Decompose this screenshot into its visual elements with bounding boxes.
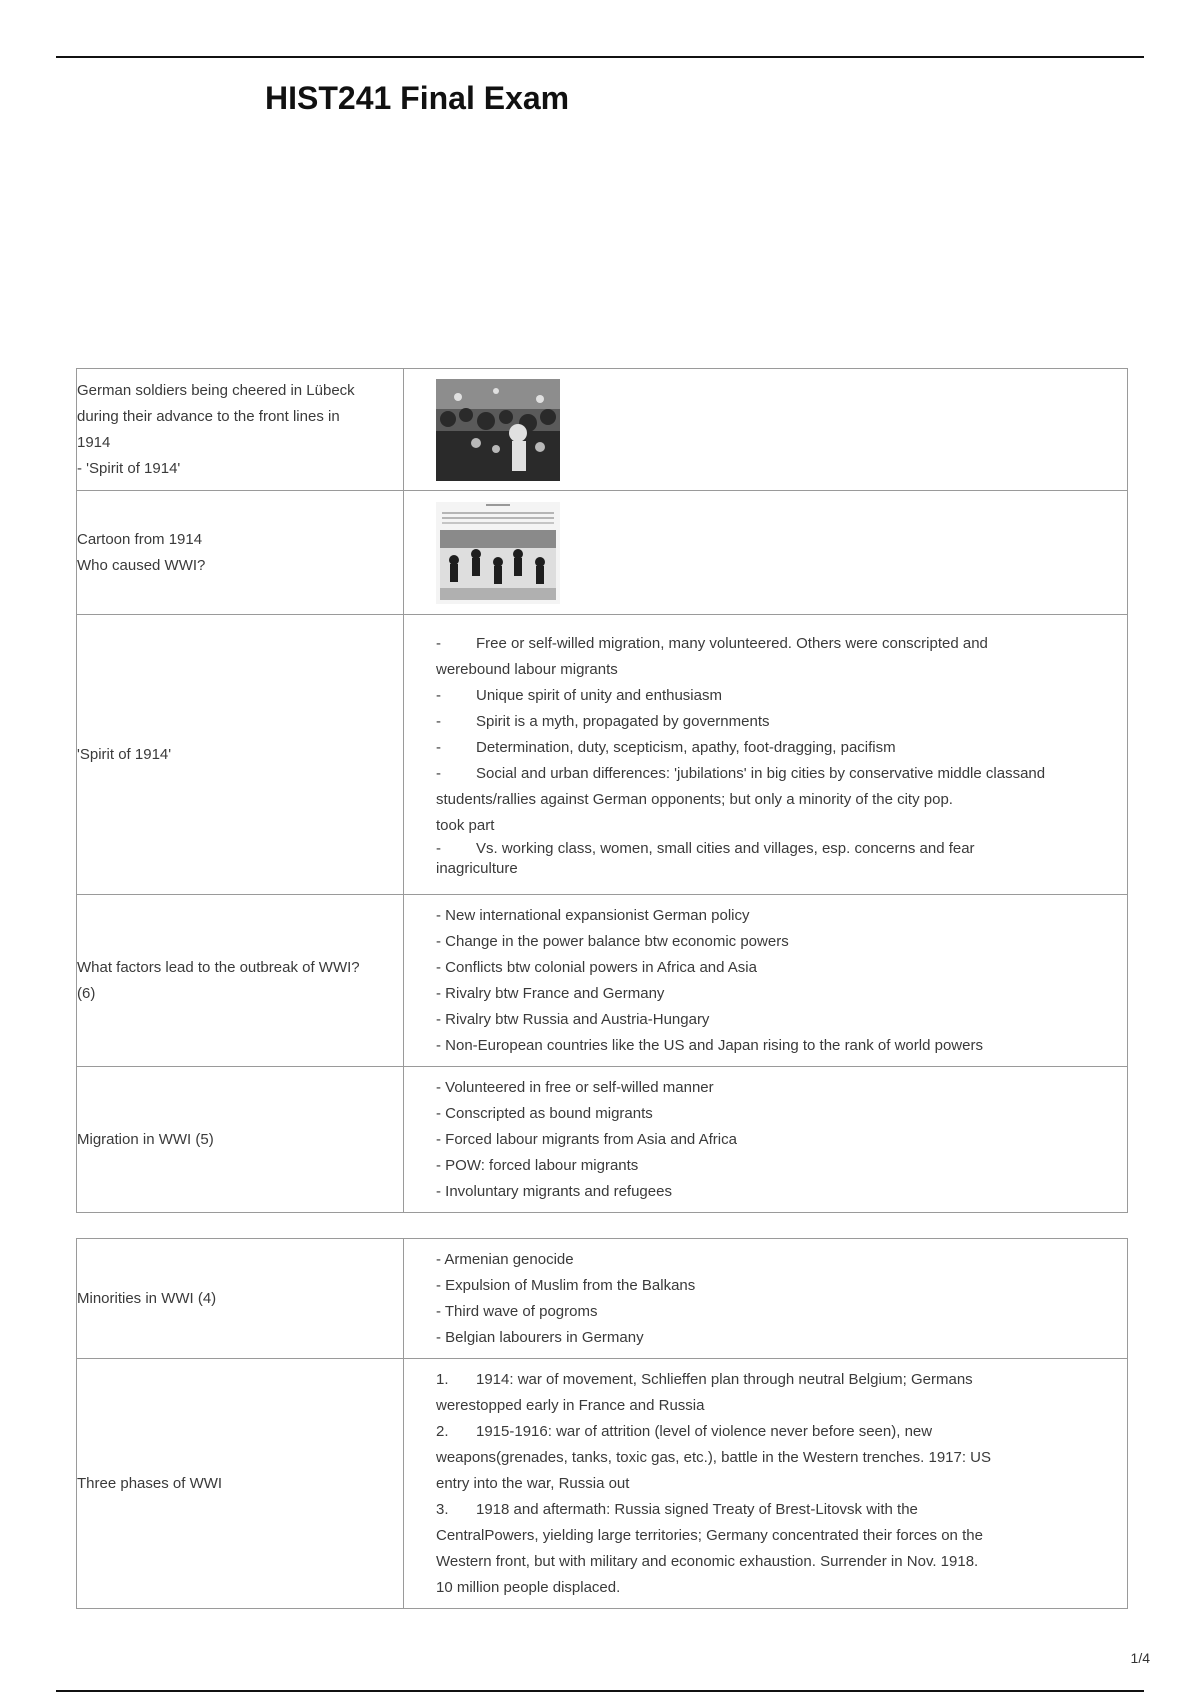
definition-line: - Determination, duty, scepticism, apathy, foot-dragging, pacifism bbox=[436, 738, 896, 756]
definition-line: werestopped early in France and Russia bbox=[436, 1396, 705, 1414]
term-cell bbox=[77, 1239, 404, 1359]
table-row bbox=[77, 1359, 1128, 1609]
term-line: - 'Spirit of 1914' bbox=[77, 459, 181, 477]
term-line: Minorities in WWI (4) bbox=[77, 1289, 217, 1307]
definition-cell bbox=[404, 491, 1128, 615]
term-line: 'Spirit of 1914' bbox=[77, 745, 172, 763]
term-line: What factors lead to the outbreak of WWI? bbox=[77, 958, 360, 976]
bottom-rule bbox=[56, 1690, 1144, 1692]
table-row bbox=[77, 491, 1128, 615]
definition-line: - Belgian labourers in Germany bbox=[436, 1328, 644, 1346]
definition-line: - Unique spirit of unity and enthusiasm bbox=[436, 686, 722, 704]
table-row bbox=[77, 369, 1128, 491]
definition-cell bbox=[404, 1239, 1128, 1359]
definition-line: entry into the war, Russia out bbox=[436, 1474, 630, 1492]
table-row bbox=[77, 895, 1128, 1067]
definition-cell bbox=[404, 1067, 1128, 1213]
term-line: Three phases of WWI bbox=[77, 1474, 223, 1492]
definition-line: 2. 1915-1916: war of attrition (level of violence never before seen), new bbox=[436, 1422, 933, 1440]
definition-line: - Conflicts btw colonial powers in Africa and Asia bbox=[436, 958, 757, 976]
definition-line: - Expulsion of Muslim from the Balkans bbox=[436, 1276, 696, 1294]
page-number: 1/4 bbox=[1130, 1650, 1150, 1666]
term-cell bbox=[77, 615, 404, 895]
definition-cell bbox=[404, 615, 1128, 895]
definition-cell bbox=[404, 1359, 1128, 1609]
definition-line: - Vs. working class, women, small cities and villages, esp. concerns and fear bbox=[436, 839, 975, 857]
soldiers-photo-image bbox=[436, 379, 560, 481]
term-cell bbox=[77, 1359, 404, 1609]
term-line: Migration in WWI (5) bbox=[77, 1130, 214, 1148]
term-cell bbox=[77, 895, 404, 1067]
definition-line: - POW: forced labour migrants bbox=[436, 1156, 639, 1174]
table-row bbox=[77, 1239, 1128, 1359]
definition-line: - Non-European countries like the US and Japan rising to the rank of world powers bbox=[436, 1036, 983, 1054]
definition-line: - Rivalry btw Russia and Austria-Hungary bbox=[436, 1010, 710, 1028]
term-line: 1914 bbox=[77, 433, 111, 451]
definition-line: - Change in the power balance btw economic powers bbox=[436, 932, 789, 950]
table-row bbox=[77, 1067, 1128, 1213]
definition-line: - Free or self-willed migration, many volunteered. Others were conscripted and bbox=[436, 634, 988, 652]
term-cell bbox=[77, 491, 404, 615]
definition-line: - Forced labour migrants from Asia and Africa bbox=[436, 1130, 737, 1148]
term-line: Cartoon from 1914 bbox=[77, 530, 203, 548]
term-cell bbox=[77, 369, 404, 491]
definition-line: - Volunteered in free or self-willed manner bbox=[436, 1078, 714, 1096]
term-line: (6) bbox=[77, 984, 96, 1002]
definition-line: weapons(grenades, tanks, toxic gas, etc.), battle in the Western trenches. 1917: US bbox=[436, 1448, 992, 1466]
definition-line: CentralPowers, yielding large territories; Germany concentrated their forces on the bbox=[436, 1526, 983, 1544]
definition-line: 10 million people displaced. bbox=[436, 1578, 621, 1596]
page-title: HIST241 Final Exam bbox=[265, 80, 570, 116]
definition-line: took part bbox=[436, 816, 495, 834]
definition-cell bbox=[404, 895, 1128, 1067]
definition-line: - Conscripted as bound migrants bbox=[436, 1104, 653, 1122]
flashcard-table-2 bbox=[76, 1238, 1128, 1609]
term-line: German soldiers being cheered in Lübeck bbox=[77, 381, 355, 399]
definition-line: inagriculture bbox=[436, 859, 518, 877]
definition-line: - New international expansionist German policy bbox=[436, 906, 750, 924]
top-rule bbox=[56, 56, 1144, 58]
definition-line: - Third wave of pogroms bbox=[436, 1302, 598, 1320]
definition-line: - Involuntary migrants and refugees bbox=[436, 1182, 672, 1200]
definition-line: Western front, but with military and economic exhaustion. Surrender in Nov. 1918. bbox=[436, 1552, 979, 1570]
definition-line: - Armenian genocide bbox=[436, 1250, 574, 1268]
term-line: Who caused WWI? bbox=[77, 556, 206, 574]
term-line: during their advance to the front lines in bbox=[77, 407, 340, 425]
definition-cell bbox=[404, 369, 1128, 491]
term-cell bbox=[77, 1067, 404, 1213]
definition-line: - Social and urban differences: 'jubilations' in big cities by conservative middle classand bbox=[436, 764, 1046, 782]
table-row bbox=[77, 615, 1128, 895]
definition-line: - Rivalry btw France and Germany bbox=[436, 984, 665, 1002]
definition-line: students/rallies against German opponents; but only a minority of the city pop. bbox=[436, 790, 953, 808]
cartoon-image bbox=[436, 502, 560, 604]
flashcard-table-1 bbox=[76, 368, 1128, 1213]
definition-line: 3. 1918 and aftermath: Russia signed Treaty of Brest-Litovsk with the bbox=[436, 1500, 918, 1518]
definition-line: - Spirit is a myth, propagated by governments bbox=[436, 712, 770, 730]
definition-line: 1. 1914: war of movement, Schlieffen plan through neutral Belgium; Germans bbox=[436, 1370, 973, 1388]
definition-line: werebound labour migrants bbox=[436, 660, 618, 678]
